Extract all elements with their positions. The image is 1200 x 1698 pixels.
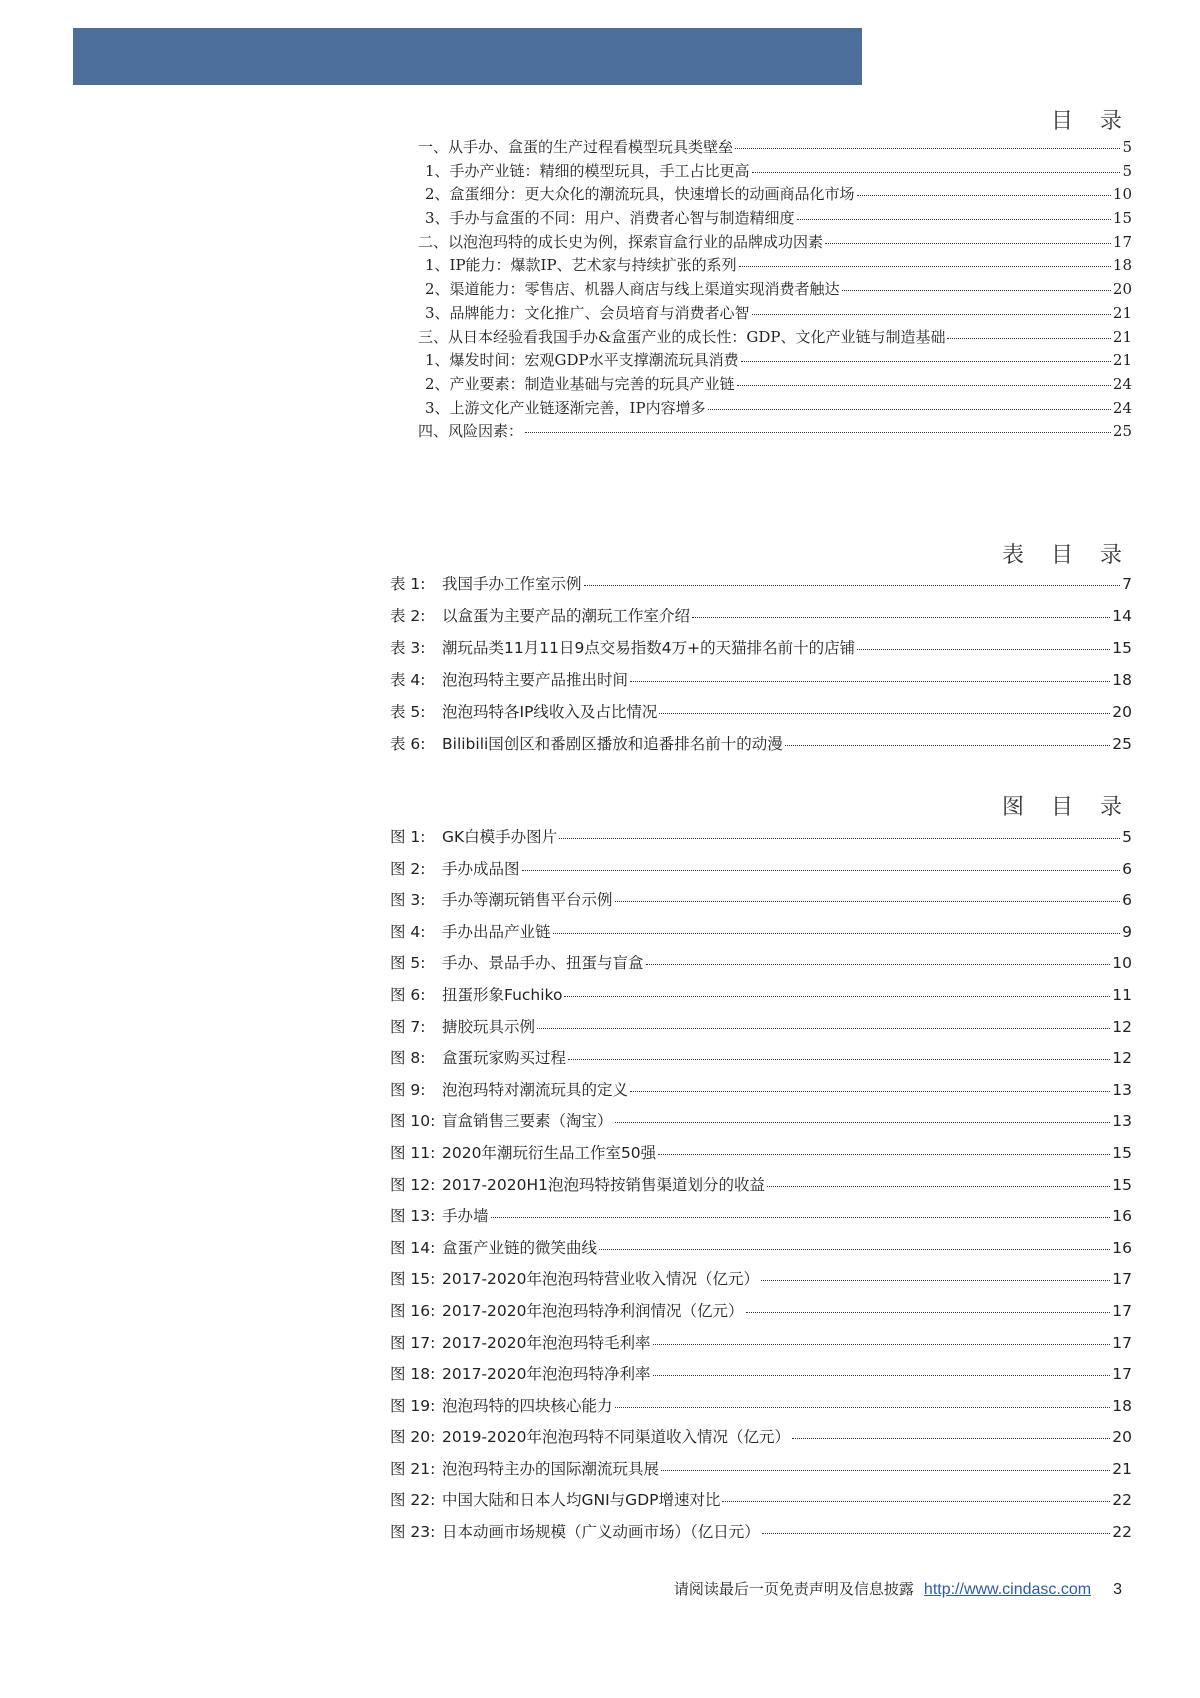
- tables-list-title: 表 目 录: [1002, 543, 1132, 568]
- entry-label: 泡泡玛特对潮流玩具的定义: [442, 1080, 629, 1099]
- toc-entry[interactable]: [418, 349, 1132, 373]
- toc-entry[interactable]: [418, 278, 1132, 302]
- figures-entry[interactable]: [390, 983, 1132, 1015]
- entry-label: 2、产业要素：制造业基础与完善的玩具产业链: [425, 374, 735, 393]
- figures-entry[interactable]: [390, 1394, 1132, 1426]
- dot-leader: [761, 1280, 1110, 1281]
- toc-entry[interactable]: [418, 420, 1132, 444]
- entry-page: 18: [1112, 671, 1132, 689]
- dot-leader: [857, 195, 1111, 196]
- figures-entry[interactable]: [390, 825, 1132, 857]
- tables-entry[interactable]: [390, 572, 1132, 604]
- dot-leader: [584, 585, 1121, 586]
- entry-page: 16: [1112, 1238, 1132, 1257]
- entry-page: 11: [1112, 985, 1132, 1004]
- entry-prefix: 图 23:: [390, 1523, 436, 1542]
- entry-label: 搪胶玩具示例: [442, 1017, 536, 1036]
- entry-prefix: 图 15:: [390, 1270, 436, 1289]
- entry-label: 2、渠道能力：零售店、机器人商店与线上渠道实现消费者触达: [425, 280, 840, 299]
- toc-entry[interactable]: [418, 373, 1132, 397]
- entry-prefix: 图 16:: [390, 1301, 436, 1320]
- entry-label: 我国手办工作室示例: [442, 575, 582, 593]
- dot-leader: [522, 870, 1121, 871]
- entry-page: 15: [1112, 1175, 1132, 1194]
- entry-prefix: 图 14:: [390, 1238, 436, 1257]
- dot-leader: [735, 148, 1120, 149]
- entry-page: 21: [1112, 327, 1132, 346]
- entry-page: 21: [1112, 303, 1132, 322]
- figures-entry[interactable]: [390, 1236, 1132, 1268]
- figures-entry[interactable]: [390, 1046, 1132, 1078]
- figures-entry[interactable]: [390, 1204, 1132, 1236]
- footer-disclaimer: 请阅读最后一页免责声明及信息披露: [673, 1580, 914, 1598]
- page-footer: [674, 1578, 1122, 1599]
- entry-page: 5: [1122, 161, 1132, 180]
- entry-prefix: 图 17:: [390, 1333, 436, 1352]
- entry-prefix: 表 2:: [390, 607, 426, 625]
- dot-leader: [708, 409, 1111, 410]
- figures-entry[interactable]: [390, 1457, 1132, 1489]
- entry-prefix: 表 1:: [390, 575, 426, 593]
- entry-label: 1、爆发时间：宏观GDP水平支撑潮流玩具消费: [425, 351, 739, 370]
- entry-label: 2017-2020年泡泡玛特毛利率: [442, 1333, 651, 1352]
- entry-label: 手办等潮玩销售平台示例: [442, 891, 613, 910]
- entry-label: 潮玩品类11月11日9点交易指数4万+的天猫排名前十的店铺: [442, 639, 856, 657]
- entry-label: 以盒蛋为主要产品的潮玩工作室介绍: [442, 607, 691, 625]
- dot-leader: [615, 1407, 1111, 1408]
- entry-label: 二、以泡泡玛特的成长史为例，探索盲盒行业的品牌成功因素: [418, 232, 824, 251]
- entry-label: Bilibili国创区和番剧区播放和追番排名前十的动漫: [442, 735, 783, 753]
- figures-entry[interactable]: [390, 1520, 1132, 1552]
- entry-page: 10: [1112, 954, 1132, 973]
- dot-leader: [947, 338, 1110, 339]
- entry-page: 13: [1112, 1112, 1132, 1131]
- figures-entry[interactable]: [390, 888, 1132, 920]
- dot-leader: [653, 1344, 1111, 1345]
- entry-prefix: 表 6:: [390, 735, 426, 753]
- dot-leader: [568, 1059, 1110, 1060]
- dot-leader: [825, 243, 1111, 244]
- tables-entry[interactable]: [390, 732, 1132, 764]
- dot-leader: [630, 681, 1110, 682]
- entry-page: 17: [1112, 1365, 1132, 1384]
- tables-entry[interactable]: [390, 604, 1132, 636]
- entry-page: 5: [1122, 138, 1132, 156]
- toc-entry[interactable]: [418, 254, 1132, 278]
- entry-page: 21: [1112, 351, 1132, 370]
- toc-entry[interactable]: [418, 183, 1132, 207]
- entry-prefix: 图 13:: [390, 1207, 436, 1226]
- dot-leader: [599, 1249, 1110, 1250]
- entry-prefix: 表 5:: [390, 703, 426, 721]
- entry-page: 6: [1122, 891, 1132, 910]
- entry-page: 17: [1112, 1301, 1132, 1320]
- dot-leader: [785, 745, 1110, 746]
- entry-prefix: 图 2:: [390, 859, 426, 878]
- list-of-figures: [390, 825, 1132, 1552]
- figures-entry[interactable]: [390, 1488, 1132, 1520]
- entry-label: 2017-2020年泡泡玛特净利润情况（亿元）: [442, 1301, 744, 1320]
- dot-leader: [658, 1154, 1110, 1155]
- table-of-contents: [418, 136, 1132, 444]
- entry-label: 日本动画市场规模（广义动画市场）（亿日元）: [442, 1523, 760, 1542]
- entry-page: 24: [1112, 398, 1132, 417]
- entry-label: 1、IP能力：爆款IP、艺术家与持续扩张的系列: [425, 256, 737, 275]
- dot-leader: [741, 361, 1111, 362]
- entry-prefix: 图 21:: [390, 1459, 436, 1478]
- entry-label: 一、从手办、盒蛋的生产过程看模型玩具类壁垒: [418, 138, 734, 156]
- entry-page: 5: [1122, 828, 1132, 846]
- dot-leader: [559, 838, 1120, 839]
- entry-page: 22: [1112, 1491, 1132, 1510]
- entry-page: 17: [1112, 1333, 1132, 1352]
- dot-leader: [661, 1470, 1110, 1471]
- entry-page: 20: [1112, 280, 1132, 299]
- entry-label: 四、风险因素：: [418, 422, 524, 441]
- entry-prefix: 图 19:: [390, 1396, 436, 1415]
- entry-page: 21: [1112, 1459, 1132, 1478]
- dot-leader: [752, 172, 1121, 173]
- figures-entry[interactable]: [390, 951, 1132, 983]
- figures-entry[interactable]: [390, 920, 1132, 952]
- entry-label: 中国大陆和日本人均GNI与GDP增速对比: [442, 1491, 721, 1510]
- entry-page: 6: [1122, 859, 1132, 878]
- dot-leader: [564, 996, 1110, 997]
- entry-label: 3、上游文化产业链逐渐完善，IP内容增多: [425, 398, 706, 417]
- entry-label: 2、盒蛋细分：更大众化的潮流玩具，快速增长的动画商品化市场: [425, 185, 855, 204]
- entry-label: 2017-2020年泡泡玛特净利率: [442, 1365, 651, 1384]
- entry-page: 16: [1112, 1207, 1132, 1226]
- dot-leader: [722, 1501, 1110, 1502]
- tables-entry[interactable]: [390, 636, 1132, 668]
- entry-page: 9: [1122, 922, 1132, 941]
- toc-entry[interactable]: [418, 136, 1132, 160]
- dot-leader: [752, 314, 1111, 315]
- figures-entry[interactable]: [390, 1141, 1132, 1173]
- dot-leader: [630, 1091, 1110, 1092]
- entry-label: GK白模手办图片: [442, 828, 558, 846]
- entry-page: 15: [1112, 209, 1132, 228]
- entry-prefix: 图 5:: [390, 954, 426, 973]
- entry-page: 18: [1112, 256, 1132, 275]
- figures-entry[interactable]: [390, 1173, 1132, 1205]
- entry-prefix: 图 20:: [390, 1428, 436, 1447]
- toc-entry[interactable]: [418, 302, 1132, 326]
- website-link[interactable]: http://www.cindasc.com: [923, 1581, 1092, 1598]
- entry-prefix: 图 11:: [390, 1143, 436, 1162]
- entry-page: 15: [1112, 1143, 1132, 1162]
- figures-entry[interactable]: [390, 1015, 1132, 1047]
- figures-entry[interactable]: [390, 857, 1132, 889]
- figures-entry[interactable]: [390, 1078, 1132, 1110]
- figures-list-title: 图 目 录: [1002, 795, 1132, 820]
- dot-leader: [553, 933, 1121, 934]
- entry-prefix: 图 22:: [390, 1491, 436, 1510]
- entry-page: 12: [1112, 1049, 1132, 1068]
- figures-entry[interactable]: [390, 1299, 1132, 1331]
- entry-label: 三、从日本经验看我国手办&盒蛋产业的成长性：GDP、文化产业链与制造基础: [418, 327, 946, 346]
- dot-leader: [739, 266, 1111, 267]
- toc-entry[interactable]: [418, 160, 1132, 184]
- dot-leader: [857, 649, 1110, 650]
- dot-leader: [537, 1028, 1110, 1029]
- dot-leader: [692, 617, 1110, 618]
- entry-prefix: 图 12:: [390, 1175, 436, 1194]
- entry-page: 24: [1112, 374, 1132, 393]
- entry-page: 25: [1112, 422, 1132, 441]
- entry-prefix: 图 10:: [390, 1112, 436, 1131]
- entry-prefix: 表 4:: [390, 671, 426, 689]
- entry-page: 13: [1112, 1080, 1132, 1099]
- entry-page: 10: [1112, 185, 1132, 204]
- dot-leader: [797, 219, 1111, 220]
- entry-label: 1、手办产业链：精细的模型玩具，手工占比更高: [425, 161, 750, 180]
- toc-entry[interactable]: [418, 397, 1132, 421]
- entry-label: 2020年潮玩衍生品工作室50强: [442, 1143, 657, 1162]
- entry-prefix: 图 7:: [390, 1017, 426, 1036]
- figures-entry[interactable]: [390, 1425, 1132, 1457]
- dot-leader: [767, 1186, 1110, 1187]
- entry-prefix: 图 6:: [390, 985, 426, 1004]
- entry-page: 17: [1112, 1270, 1132, 1289]
- toc-entry[interactable]: [418, 326, 1132, 350]
- toc-entry[interactable]: [418, 231, 1132, 255]
- entry-label: 泡泡玛特主办的国际潮流玩具展: [442, 1459, 660, 1478]
- entry-page: 15: [1112, 639, 1132, 657]
- entry-label: 泡泡玛特各IP线收入及占比情况: [442, 703, 658, 721]
- entry-page: 14: [1112, 607, 1132, 625]
- entry-page: 25: [1112, 735, 1132, 753]
- entry-label: 3、手办与盒蛋的不同：用户、消费者心智与制造精细度: [425, 209, 795, 228]
- dot-leader: [746, 1312, 1111, 1313]
- entry-label: 手办成品图: [442, 859, 520, 878]
- entry-page: 20: [1112, 1428, 1132, 1447]
- dot-leader: [615, 901, 1121, 902]
- entry-prefix: 表 3:: [390, 639, 426, 657]
- dot-leader: [737, 385, 1111, 386]
- entry-label: 盲盒销售三要素（淘宝）: [442, 1112, 613, 1131]
- entry-page: 22: [1112, 1523, 1132, 1542]
- entry-prefix: 图 1:: [390, 828, 426, 846]
- dot-leader: [491, 1217, 1111, 1218]
- dot-leader: [792, 1438, 1110, 1439]
- entry-label: 盒蛋产业链的微笑曲线: [442, 1238, 598, 1257]
- toc-entry[interactable]: [418, 207, 1132, 231]
- entry-page: 20: [1112, 703, 1132, 721]
- page-number: 3: [1113, 1581, 1122, 1598]
- entry-prefix: 图 3:: [390, 891, 426, 910]
- entry-prefix: 图 18:: [390, 1365, 436, 1384]
- entry-label: 手办墙: [442, 1207, 489, 1226]
- dot-leader: [659, 713, 1110, 714]
- entry-label: 盒蛋玩家购买过程: [442, 1049, 567, 1068]
- entry-page: 12: [1112, 1017, 1132, 1036]
- entry-label: 2017-2020H1泡泡玛特按销售渠道划分的收益: [442, 1175, 766, 1194]
- header-bar: [73, 28, 862, 85]
- entry-label: 手办、景品手办、扭蛋与盲盒: [442, 954, 644, 973]
- figures-entry[interactable]: [390, 1109, 1132, 1141]
- tables-entry[interactable]: [390, 700, 1132, 732]
- entry-label: 泡泡玛特主要产品推出时间: [442, 671, 629, 689]
- dot-leader: [646, 964, 1111, 965]
- entry-page: 7: [1122, 575, 1132, 593]
- entry-page: 18: [1112, 1396, 1132, 1415]
- entry-prefix: 图 8:: [390, 1049, 426, 1068]
- entry-page: 17: [1112, 232, 1132, 251]
- tables-entry[interactable]: [390, 668, 1132, 700]
- entry-prefix: 图 4:: [390, 922, 426, 941]
- dot-leader: [762, 1533, 1111, 1534]
- list-of-tables: [390, 572, 1132, 764]
- figures-entry[interactable]: [390, 1331, 1132, 1363]
- toc-title: 目 录: [1051, 109, 1132, 134]
- entry-label: 2019-2020年泡泡玛特不同渠道收入情况（亿元）: [442, 1428, 790, 1447]
- dot-leader: [525, 432, 1111, 433]
- entry-label: 3、品牌能力：文化推广、会员培育与消费者心智: [425, 303, 750, 322]
- entry-label: 2017-2020年泡泡玛特营业收入情况（亿元）: [442, 1270, 759, 1289]
- dot-leader: [615, 1122, 1111, 1123]
- dot-leader: [842, 290, 1111, 291]
- entry-label: 泡泡玛特的四块核心能力: [442, 1396, 613, 1415]
- dot-leader: [653, 1375, 1111, 1376]
- entry-prefix: 图 9:: [390, 1080, 426, 1099]
- figures-entry[interactable]: [390, 1267, 1132, 1299]
- entry-label: 手办出品产业链: [442, 922, 551, 941]
- entry-label: 扭蛋形象Fuchiko: [442, 985, 563, 1004]
- figures-entry[interactable]: [390, 1362, 1132, 1394]
